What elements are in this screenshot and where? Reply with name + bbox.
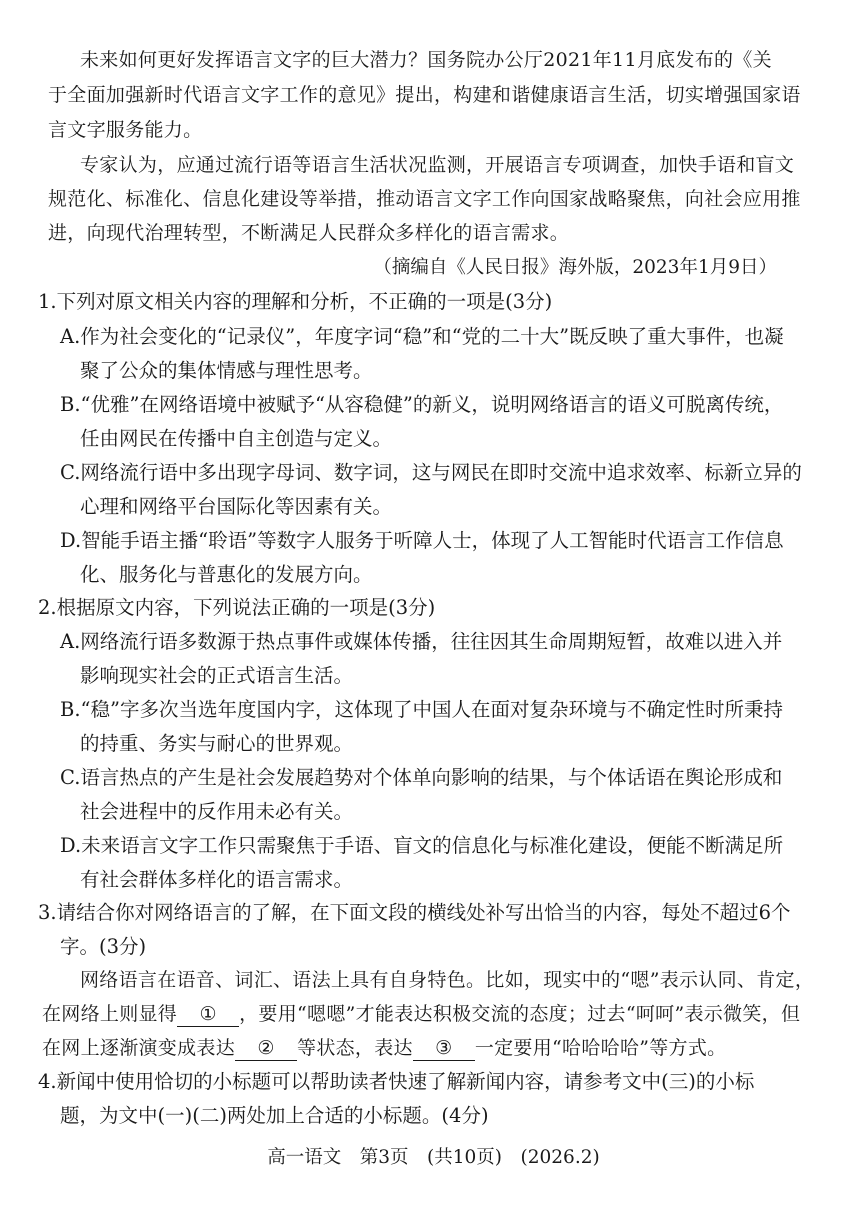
q1-option-d-line2: 化、服务化与普惠化的发展方向。	[80, 563, 373, 586]
intro-p2-line3: 进，向现代治理转型，不断满足人民群众多样化的语言需求。	[48, 222, 570, 244]
q3-stem-line1: 3.请结合你对网络语言的了解，在下面文段的横线处补写出恰当的内容，每处不超过6个	[38, 901, 791, 924]
page-footer: 高一语文 第3页 (共10页) (2026.2)	[267, 1147, 600, 1168]
q3-blank-3[interactable]: ③	[413, 1036, 475, 1061]
source-citation: （摘编自《人民日报》海外版，2023年1月9日）	[373, 257, 777, 278]
q3-blank-2[interactable]: ②	[235, 1036, 297, 1061]
q2-option-c-line1: C.语言热点的产生是社会发展趋势对个体单向影响的结果，与个体话语在舆论形成和	[60, 766, 783, 789]
q4-stem-line1: 4.新闻中使用恰切的小标题可以帮助读者快速了解新闻内容，请参考文中(三)的小标	[38, 1070, 755, 1093]
q3-passage-line3-b: 等状态，表达	[297, 1037, 413, 1059]
q3-passage-line1: 网络语言在语音、词汇、语法上具有自身特色。比如，现实中的“嗯”表示认同、肯定，	[80, 969, 815, 991]
q4-stem-line2: 题，为文中(一)(二)两处加上合适的小标题。(4分)	[60, 1104, 489, 1127]
q2-option-d-line2: 有社会群体多样化的语言需求。	[80, 868, 354, 891]
q2-option-b-line1: B.“稳”字多次当选年度国内字，这体现了中国人在面对复杂环境与不确定性时所秉持	[60, 698, 783, 721]
q1-option-b-line2: 任由网民在传播中自主创造与定义。	[80, 427, 393, 450]
q1-stem: 1.下列对原文相关内容的理解和分析，不正确的一项是(3分)	[38, 290, 553, 313]
q3-passage-line3	[42, 1033, 726, 1063]
q3-passage-line2-a: 在网络上则显得	[42, 1003, 178, 1025]
q3-passage-line2-b: ，要用“嗯嗯”才能表达积极交流的态度；过去“呵呵”表示微笑，但	[239, 1003, 801, 1025]
q3-passage-line3-a: 在网上逐渐演变成表达	[42, 1037, 236, 1059]
q1-option-d-line1: D.智能手语主播“聆语”等数字人服务于听障人士，体现了人工智能时代语言工作信息	[60, 529, 784, 552]
intro-p1-line1: 未来如何更好发挥语言文字的巨大潜力？国务院办公厅2021年11月底发布的《关	[80, 49, 772, 71]
q3-passage-line2	[42, 999, 800, 1029]
q2-option-b-line2: 的持重、务实与耐心的世界观。	[80, 732, 354, 755]
q2-option-c-line2: 社会进程中的反作用未必有关。	[80, 800, 354, 823]
intro-p2-line2: 规范化、标准化、信息化建设等举措，推动语言文字工作向国家战略聚焦，向社会应用推	[48, 188, 801, 210]
q3-blank-1[interactable]: ①	[177, 1002, 239, 1027]
q2-option-a-line1: A.网络流行语多数源于热点事件或媒体传播，往往因其生命周期短暂，故难以进入并	[60, 630, 783, 653]
q2-option-a-line2: 影响现实社会的正式语言生活。	[80, 664, 354, 687]
q2-option-d-line1: D.未来语言文字工作只需聚焦于手语、盲文的信息化与标准化建设，便能不断满足所	[60, 834, 784, 857]
q3-stem-line2: 字。(3分)	[60, 935, 147, 958]
q1-option-a-line2: 聚了公众的集体情感与理性思考。	[80, 359, 373, 382]
q1-option-c-line1: C.网络流行语中多出现字母词、数字词，这与网民在即时交流中追求效率、标新立异的	[60, 461, 802, 484]
intro-p1-line3: 言文字服务能力。	[48, 119, 203, 141]
q1-option-a-line1: A.作为社会变化的“记录仪”，年度字词“稳”和“党的二十大”既反映了重大事件，也凝	[60, 325, 784, 348]
q2-stem: 2.根据原文内容，下列说法正确的一项是(3分)	[38, 596, 436, 619]
q1-option-b-line1: B.“优雅”在网络语境中被赋予“从容稳健”的新义，说明网络语言的语义可脱离传统，	[60, 393, 784, 416]
intro-p1-line2: 于全面加强新时代语言文字工作的意见》提出，构建和谐健康语言生活，切实增强国家语	[48, 84, 801, 106]
q3-passage-line3-c: 一定要用“哈哈哈哈”等方式。	[474, 1037, 727, 1059]
intro-p2-line1: 专家认为，应通过流行语等语言生活状况监测，开展语言专项调查，加快手语和盲文	[80, 154, 795, 176]
q1-option-c-line2: 心理和网络平台国际化等因素有关。	[80, 495, 393, 518]
